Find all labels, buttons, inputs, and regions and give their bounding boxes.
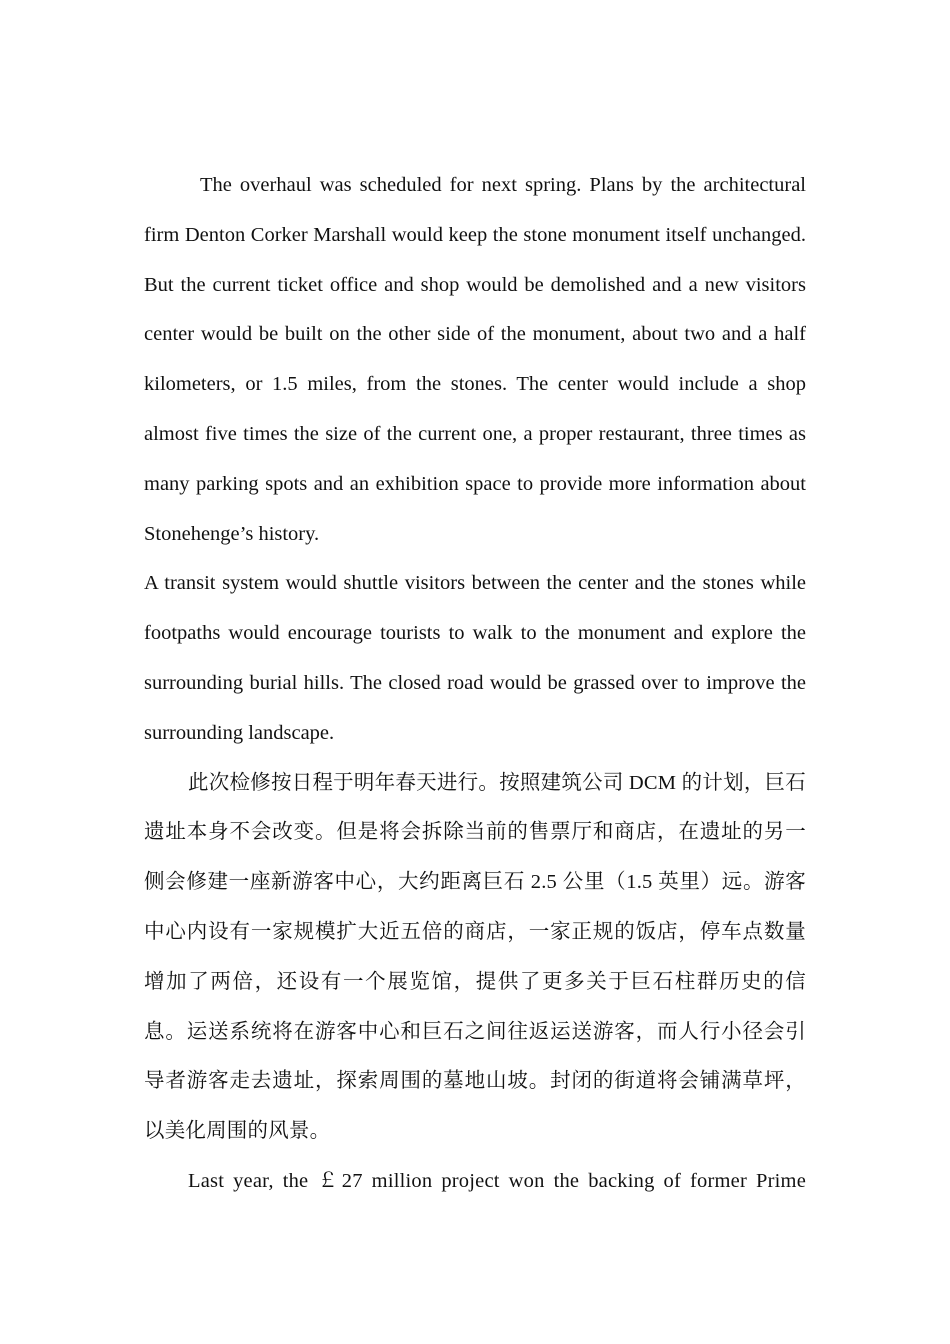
paragraph-overhaul-plans: The overhaul was scheduled for next spring. Plans by the architectural firm Denton Corker Marshall would keep the stone monument itself unchanged. But the current ticket office and shop would be demolished and a new visitors center would be built on the other side of the monument, about two and a half kilometers, or 1.5 miles, from the stones. The center would include a shop almost five times the size of the current one, a proper restaurant, three times as many parking spots and an exhibition space to provide more information about Stonehenge’s history.	[144, 174, 806, 545]
paragraph-project-backing: Last year, the ￡27 million project won the backing of former Prime	[188, 1169, 806, 1192]
document-body	[144, 161, 806, 1207]
paragraph-transit-system: A transit system would shuttle visitors between the center and the stones while footpaths would encourage tourists to walk to the monument and explore the surrounding burial hills. The closed road would be grassed over to improve the surrounding landscape.	[144, 572, 806, 744]
paragraph-chinese-translation: 此次检修按日程于明年春天进行。按照建筑公司 DCM 的计划，巨石遗址本身不会改变。但是将会拆除当前的售票厅和商店，在遗址的另一侧会修建一座新游客中心，大约距离巨石 2.5 公里（1.5 英里）远。游客中心内设有一家规模扩大近五倍的商店，一家正规的饭店，停车点数量增加了两倍，还设有一个展览馆，提供了更多关于巨石柱群历史的信息。运送系统将在游客中心和巨石之间往返运送游客，而人行小径会引导者游客走去遗址，探索周围的墓地山坡。封闭的街道将会铺满草坪，以美化周围的风景。	[144, 771, 806, 1143]
